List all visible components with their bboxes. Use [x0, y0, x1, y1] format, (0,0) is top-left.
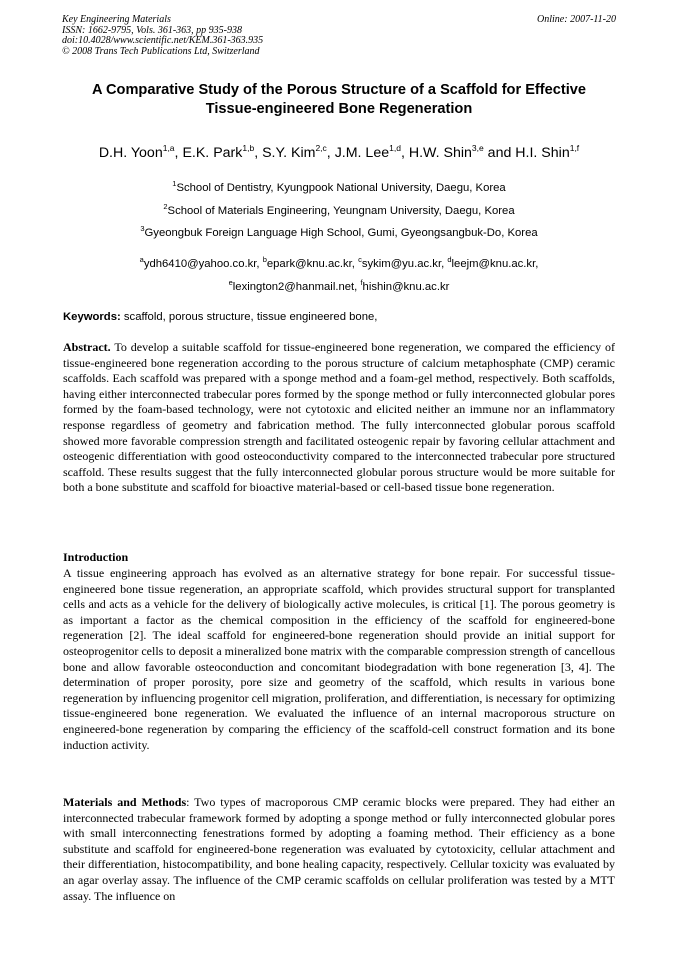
author-affiliation-mark: 1,f — [569, 143, 580, 153]
abstract-text: To develop a suitable scaffold for tissue-engineered bone regeneration, we compared the efficiency of tissue-engineered bone regeneration according to the porous structure of calcium metaphosphate (CMP) ceramic scaffolds. Each scaffold was prepared with a sponge method and a foam-gel method, respectively. Both scaffolds, having either interconnected trabecular pores formed by the sponge method or fully interconnected globular pores formed by the foam-based technology, were not cytotoxic and elicited neither an immune nor an inflammatory response regardless of geometry and fabrication method. The fully interconnected globular porous scaffold showed more favorable compression strength and facilitated osteogenic repair by favoring cellular attachment and osteogenic differentiation with good osteoconductivity compared to the interconnected trabecular pore structured scaffold. These results suggest that the fully interconnected globular porous structure would be more suitable for both a bone substitute and scaffold for bioactive material-based or cell-based tissue bone regeneration. — [63, 340, 615, 495]
author-affiliation-mark: 1,d — [389, 143, 401, 153]
author-affiliation-mark: 3,e — [471, 143, 484, 153]
methods-paragraph — [63, 795, 615, 904]
author-name: H.W. Shin — [408, 145, 472, 161]
email-list — [30, 251, 648, 296]
affiliation-number: 1 — [172, 179, 177, 188]
introduction-paragraph: A tissue engineering approach has evolved as an alternative strategy for bone repair. For successful tissue-engineered bone tissue regeneration, an appropriate scaffold, which provides structural support for transplanted cells and acts as a vehicle for the delivery of biologically active molecules, is critical [1]. The porous geometry is as important a factor as the chemical composition in the efficiency of the scaffold for engineered-bone regeneration [2]. The ideal scaffold for engineered-bone regeneration should provide an initial support for osteoprogenitor cells to deposit a mineralized bone matrix with the comparable compression strength of cancellous bone and allow favorable osteoconduction and concomitant biodegradation with bone regeneration [3, 4]. The determination of proper porosity, pore size and geometry of the scaffold, which results in various bone regeneration by influencing progenitor cell migration, proliferation, and differentiation, is necessary for optimizing tissue-engineered bone regeneration. We evaluated the influence of an internal macroporous structure on engineered-bone regeneration by comparing the efficiency of the scaffold-cell construct formation and its bone induction activity. — [63, 566, 615, 752]
email-mark: f — [360, 277, 363, 287]
copyright-line: © 2008 Trans Tech Publications Ltd, Switzerland — [62, 45, 260, 57]
abstract-label: Abstract. — [63, 340, 111, 354]
author-name: D.H. Yoon — [98, 145, 163, 161]
author-affiliation-mark: 2,c — [315, 143, 327, 153]
affiliation-list — [30, 175, 648, 243]
author-name: J.M. Lee — [334, 145, 390, 161]
author-separator: , — [254, 145, 263, 161]
email-address: sykim@yu.ac.kr, — [361, 258, 448, 270]
author-affiliation-mark: 1,b — [242, 143, 255, 153]
email-mark: e — [228, 277, 233, 287]
author-list — [30, 139, 648, 162]
keywords-line — [63, 309, 623, 325]
author-name: S.Y. Kim — [262, 145, 316, 161]
journal-name: Key Engineering Materials — [62, 14, 171, 25]
affiliation-text: School of Dentistry, Kyungpook National University, Daegu, Korea — [176, 182, 506, 194]
email-mark: c — [358, 255, 362, 264]
journal-header — [62, 15, 616, 57]
affiliation-text: School of Materials Engineering, Yeungnam University, Daegu, Korea — [167, 204, 515, 217]
author-separator: , — [400, 145, 409, 161]
email-address: ydh6410@yahoo.co.kr, — [143, 258, 263, 270]
email-address: hishin@knu.ac.kr — [362, 280, 450, 293]
email-line-1 — [30, 251, 648, 274]
affiliation-line — [30, 220, 648, 243]
email-mark: a — [139, 255, 144, 264]
keywords-label: Keywords: — [63, 311, 121, 323]
issn-line: ISSN: 1662-9795, Vols. 361-363, pp 935-938 — [62, 24, 242, 36]
keywords-text: scaffold, porous structure, tissue engineered bone, — [120, 311, 378, 323]
author-name: E.K. Park — [182, 145, 243, 161]
paper-title — [40, 81, 638, 119]
methods-text: : Two types of macroporous CMP ceramic blocks were prepared. They had either an interconnected trabecular framework formed by adopting a sponge method or fully interconnected globular pores with small interconnecting fenestrations formed by adopting a foaming method. Their efficiency as a bone substitute and scaffold for engineered-bone regeneration was evaluated by cytotoxicity, cellular attachment and their differentiation, histocompatibility, and bone healing capacity, respectively. Cellular toxicity was evaluated by an agar overlay assay. The influence of the CMP ceramic scaffolds on cellular proliferation was tested by a MTT assay. The influence on — [63, 795, 615, 903]
abstract-paragraph — [63, 340, 615, 496]
email-address: epark@knu.ac.kr, — [266, 258, 359, 270]
methods-label: Materials and Methods — [63, 795, 187, 809]
email-mark: d — [447, 255, 452, 264]
author-separator: , — [174, 145, 183, 161]
affiliation-number: 2 — [163, 201, 168, 211]
affiliation-line — [30, 175, 648, 198]
email-mark: b — [262, 255, 267, 264]
email-address: leejm@knu.ac.kr, — [451, 258, 539, 270]
affiliation-text: Gyeongbuk Foreign Language High School, Gumi, Gyeongsangbuk-Do, Korea — [144, 227, 538, 239]
author-name: H.I. Shin — [515, 145, 570, 161]
email-address: lexington2@hanmail.net, — [232, 280, 361, 293]
introduction-heading: Introduction — [63, 550, 129, 564]
title-line-2: Tissue-engineered Bone Regeneration — [205, 101, 473, 117]
email-line-2 — [30, 274, 648, 297]
affiliation-line — [30, 198, 648, 221]
author-separator: and — [483, 145, 516, 161]
author-separator: , — [326, 145, 335, 161]
title-line-1: A Comparative Study of the Porous Structure of a Scaffold for Effective — [91, 82, 587, 98]
affiliation-number: 3 — [140, 224, 145, 233]
author-affiliation-mark: 1,a — [162, 143, 175, 153]
doi-line: doi:10.4028/www.scientific.net/KEM.361-363.935 — [62, 35, 264, 47]
online-date: Online: 2007-11-20 — [537, 14, 616, 25]
